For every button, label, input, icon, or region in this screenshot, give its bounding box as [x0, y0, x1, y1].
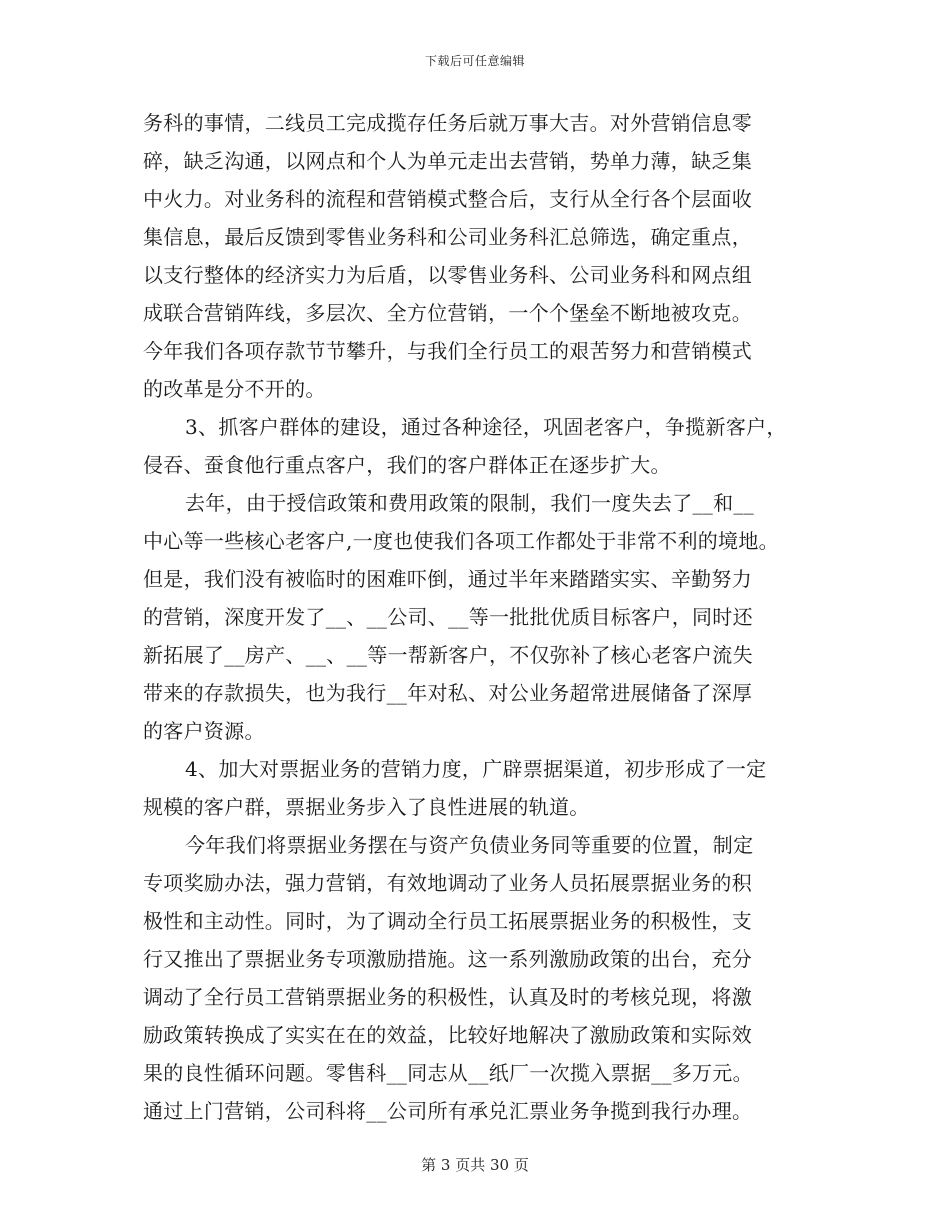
text-line: 今年我们各项存款节节攀升，与我们全行员工的艰苦努力和营销模式 [143, 339, 752, 363]
text-line: 集信息，最后反馈到零售业务科和公司业务科汇总筛选，确定重点， [143, 225, 752, 249]
text-line: 但是，我们没有被临时的困难吓倒，通过半年来踏踏实实、辛勤努力 [143, 567, 752, 591]
text-line: 成联合营销阵线，多层次、全方位营销，一个个堡垒不断地被攻克。 [143, 301, 752, 325]
text-line: 调动了全行员工营销票据业务的积极性，认真及时的考核兑现，将激 [143, 985, 752, 1009]
text-line: 中心等一些核心老客户,一度也使我们各项工作都处于非常不利的境地。 [143, 529, 779, 553]
text-line: 专项奖励办法，强力营销，有效地调动了业务人员拓展票据业务的积 [143, 871, 752, 895]
document-body [143, 104, 833, 1130]
text-line: 侵吞、蚕食他行重点客户，我们的客户群体正在逐步扩大。 [143, 453, 671, 477]
text-line: 今年我们将票据业务摆在与资产负债业务同等重要的位置，制定 [185, 833, 754, 857]
page-header: 下载后可任意编辑 [424, 54, 525, 68]
page-footer: 第 3 页共 30 页 [421, 1156, 529, 1174]
text-line: 极性和主动性。同时，为了调动全行员工拓展票据业务的积极性，支 [143, 909, 752, 933]
text-line: 规模的客户群，票据业务步入了良性进展的轨道。 [143, 795, 590, 819]
text-line: 的客户资源。 [143, 719, 265, 743]
text-line: 4、加大对票据业务的营销力度，广辟票据渠道，初步形成了一定 [185, 757, 767, 781]
text-line: 励政策转换成了实实在在的效益，比较好地解决了激励政策和实际效 [143, 1023, 752, 1047]
text-line: 新拓展了__房产、__、__等一帮新客户，不仅弥补了核心老客户流失 [143, 643, 753, 667]
text-line: 中火力。对业务科的流程和营销模式整合后，支行从全行各个层面收 [143, 187, 752, 211]
text-line: 去年，由于授信政策和费用政策的限制，我们一度失去了__和__ [185, 491, 754, 515]
text-line: 务科的事情，二线员工完成揽存任务后就万事大吉。对外营销信息零 [143, 111, 752, 135]
text-line: 碎，缺乏沟通，以网点和个人为单元走出去营销，势单力薄，缺乏集 [143, 149, 752, 173]
text-line: 果的良性循环问题。零售科__同志从__纸厂一次揽入票据__多万元。 [143, 1061, 753, 1085]
text-line: 以支行整体的经济实力为后盾，以零售业务科、公司业务科和网点组 [143, 263, 752, 287]
text-line: 通过上门营销，公司科将__公司所有承兑汇票业务争揽到我行办理。 [143, 1099, 753, 1123]
text-line: 带来的存款损失，也为我行__年对私、对公业务超常进展储备了深厚 [143, 681, 753, 705]
text-line: 的改革是分不开的。 [143, 377, 326, 401]
text-line: 行又推出了票据业务专项激励措施。这一系列激励政策的出台，充分 [143, 947, 752, 971]
text-line: 的营销，深度开发了__、__公司、__等一批批优质目标客户，同时还 [143, 605, 753, 629]
text-line: 3、抓客户群体的建设，通过各种途径，巩固老客户，争揽新客户， [185, 415, 787, 439]
